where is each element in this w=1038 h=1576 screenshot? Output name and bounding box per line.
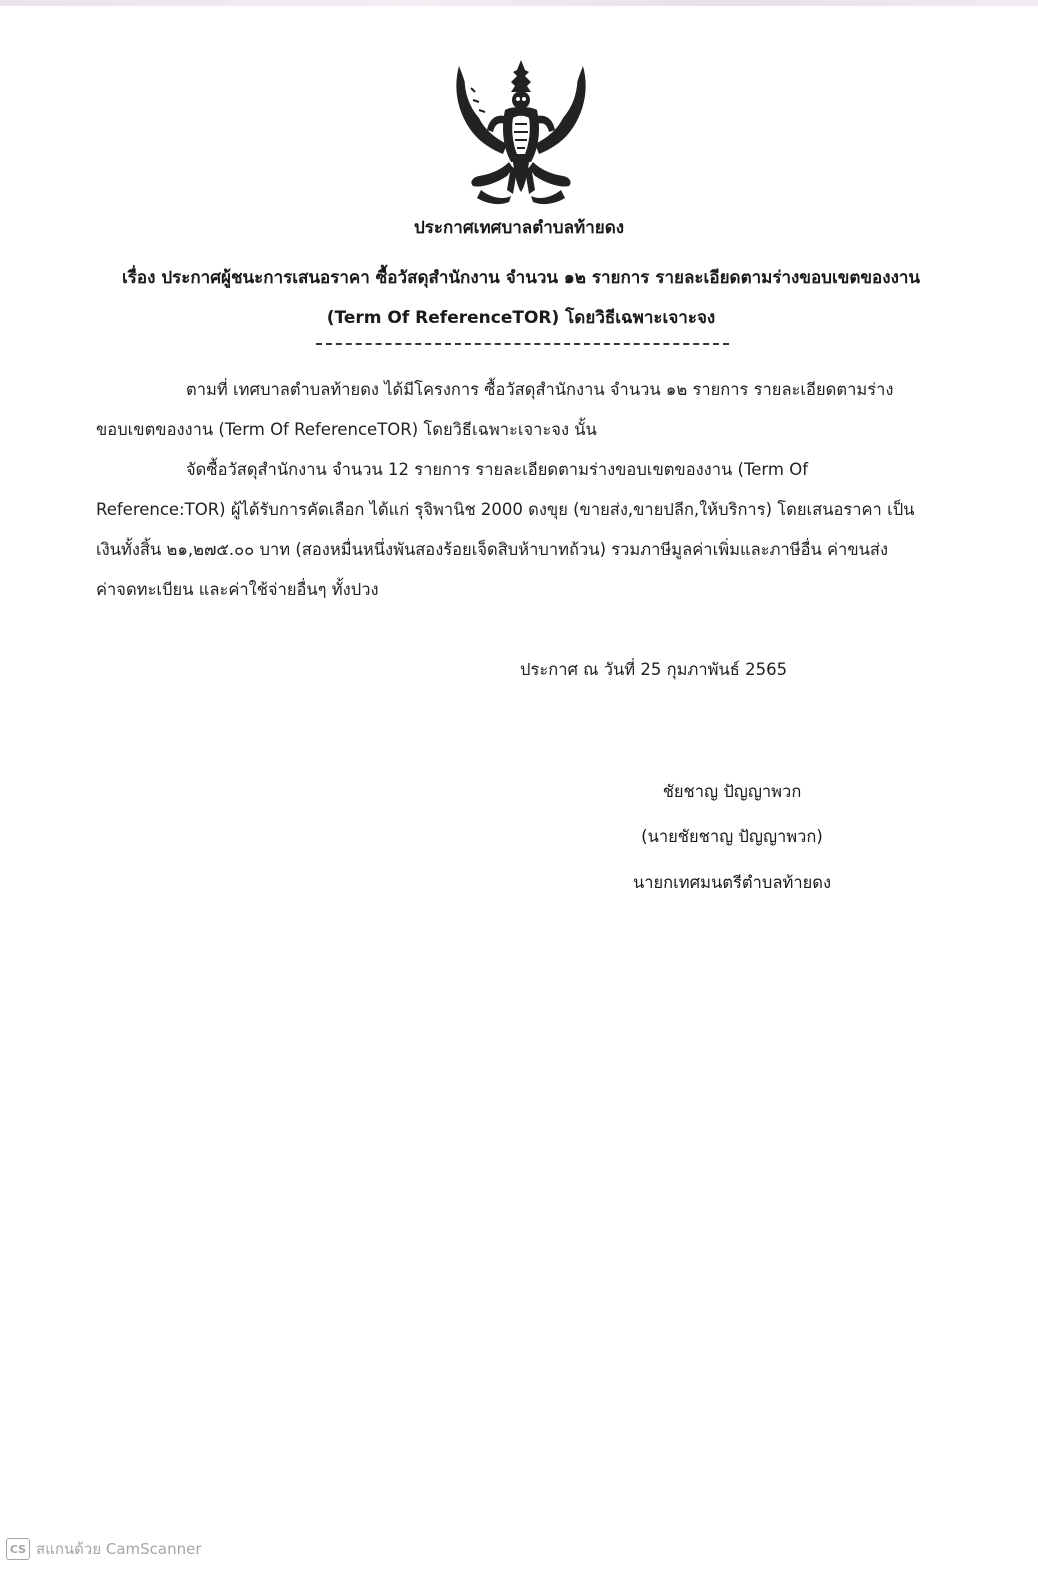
body-line-4: Reference:TOR) ผู้ได้รับการคัดเลือก ได้แก่ รุจิพานิช 2000 ดงขุย (ขายส่ง,ขายปลีก,ให้บริการ) โดยเสนอราคา เป็น — [96, 500, 915, 519]
announcement-date: ประกาศ ณ วันที่ 25 กุมภาพันธ์ 2565 — [520, 660, 788, 679]
subject-line-2: (Term Of ReferenceTOR) โดยวิธีเฉพาะเจาะจง — [326, 308, 716, 328]
signature-position: นายกเทศมนตรีตำบลท้ายดง — [632, 873, 832, 892]
scan-top-edge — [0, 0, 1038, 6]
document-title: ประกาศเทศบาลตำบลท้ายดง — [413, 218, 625, 238]
dashed-divider — [316, 343, 729, 345]
body-line-3: จัดซื้อวัสดุสำนักงาน จำนวน 12 รายการ รายละเอียดตามร่างขอบเขตของงาน (Term Of — [186, 460, 808, 479]
body-line-2: ขอบเขตของงาน (Term Of ReferenceTOR) โดยวิธีเฉพาะเจาะจง นั้น — [96, 420, 597, 439]
camscanner-text: สแกนด้วย CamScanner — [36, 1540, 202, 1558]
signature-name: ชัยชาญ ปัญญาพวก — [662, 782, 802, 801]
document-subject — [96, 258, 946, 338]
camscanner-watermark — [6, 1537, 202, 1561]
body-line-6: ค่าจดทะเบียน และค่าใช้จ่ายอื่นๆ ทั้งปวง — [96, 580, 379, 599]
body-line-5: เงินทั้งสิ้น ๒๑,๒๗๕.๐๐ บาท (สองหมื่นหนึ่งพันสองร้อยเจ็ดสิบห้าบาทถ้วน) รวมภาษีมูลค่าเพิ่มและภาษีอื่น ค่าขนส่ง — [96, 540, 889, 559]
subject-line-1: เรื่อง ประกาศผู้ชนะการเสนอราคา ซื้อวัสดุสำนักงาน จำนวน ๑๒ รายการ รายละเอียดตามร่างขอบเขตของงาน — [121, 268, 921, 288]
camscanner-logo-icon: CS — [6, 1538, 30, 1560]
signature-full-name: (นายชัยชาญ ปัญญาพวก) — [641, 827, 823, 846]
garuda-emblem — [451, 58, 591, 208]
body-line-1: ตามที่ เทศบาลตำบลท้ายดง ได้มีโครงการ ซื้อวัสดุสำนักงาน จำนวน ๑๒ รายการ รายละเอียดตามร่าง — [186, 380, 894, 399]
